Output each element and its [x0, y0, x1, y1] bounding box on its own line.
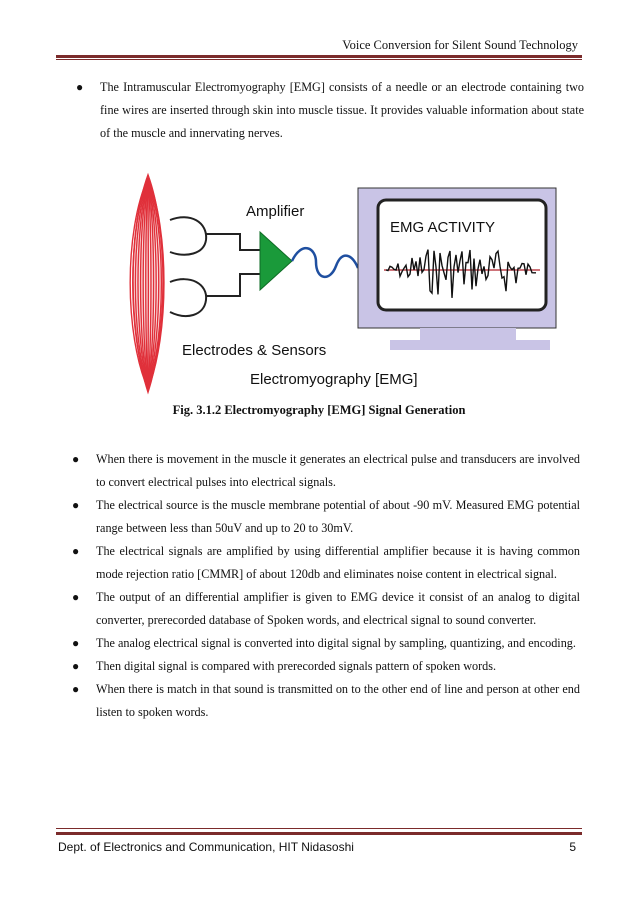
bullet-icon: ●	[72, 544, 80, 558]
bullet-list	[68, 448, 580, 724]
bullet-text: When there is match in that sound is transmitted on to the other end of line and person at other end listen to spoken words.	[96, 682, 580, 719]
signal-wire	[292, 248, 358, 277]
list-item	[68, 655, 580, 678]
electrodes	[170, 217, 260, 316]
bullet-icon: ●	[72, 636, 80, 650]
intro-bullet-list	[72, 76, 584, 145]
page-number: 5	[569, 840, 576, 854]
list-item	[68, 632, 580, 655]
bullet-text: Then digital signal is compared with prerecorded signals pattern of spoken words.	[96, 659, 497, 673]
bullet-text: When there is movement in the muscle it generates an electrical pulse and transducers are involved to convert electrical pulses into electrical signals.	[96, 452, 580, 489]
bullet-icon: ●	[72, 452, 80, 466]
footer-rule-thin	[56, 828, 582, 829]
bullet-icon: ●	[72, 682, 80, 696]
list-item	[68, 448, 580, 494]
list-item	[72, 76, 584, 145]
electrodes-label: Electrodes & Sensors	[182, 342, 327, 359]
amplifier-symbol	[260, 232, 292, 290]
bullet-icon: ●	[72, 659, 80, 673]
bullet-text: The output of an differential amplifier is given to EMG device it consist of an analog to digital converter, prerecorded database of Spoken words, and electrical signal to sound converter.	[96, 590, 580, 627]
bullet-text: The Intramuscular Electromyography [EMG] consists of a needle or an electrode containing two fine wires are inserted through skin into muscle tissue. It provides valuable information about state of the muscle and innervating nerves.	[100, 80, 584, 140]
list-item	[68, 540, 580, 586]
footer-rule	[56, 832, 582, 835]
bullet-text: The analog electrical signal is converted into digital signal by sampling, quantizing, and encoding.	[96, 636, 576, 650]
amplifier-label: Amplifier	[246, 203, 305, 220]
bullet-icon: ●	[76, 80, 84, 94]
header-rule-thin	[56, 59, 582, 60]
list-item	[68, 586, 580, 632]
page-header-title: Voice Conversion for Silent Sound Technology	[342, 38, 578, 52]
screen-label: EMG ACTIVITY	[390, 219, 496, 236]
figure-bottom-label: Electromyography [EMG]	[250, 371, 418, 388]
muscle-illustration	[130, 175, 164, 392]
footer-department: Dept. of Electronics and Communication, HIT Nidasoshi	[58, 840, 354, 854]
bullet-icon: ●	[72, 498, 80, 512]
figure-caption: Fig. 3.1.2 Electromyography [EMG] Signal Generation	[172, 403, 466, 417]
header-rule	[56, 55, 582, 58]
list-item	[68, 678, 580, 724]
emg-figure	[120, 170, 560, 395]
list-item	[68, 494, 580, 540]
bullet-text: The electrical source is the muscle membrane potential of about -90 mV. Measured EMG potential range between less than 50uV and up to 20 to 30mV.	[96, 498, 580, 535]
emg-monitor	[358, 188, 556, 350]
bullet-icon: ●	[72, 590, 80, 604]
bullet-text: The electrical signals are amplified by using differential amplifier because it is having common mode rejection ratio [CMMR] of about 120db and eliminates noise content in electrical signal.	[96, 544, 580, 581]
